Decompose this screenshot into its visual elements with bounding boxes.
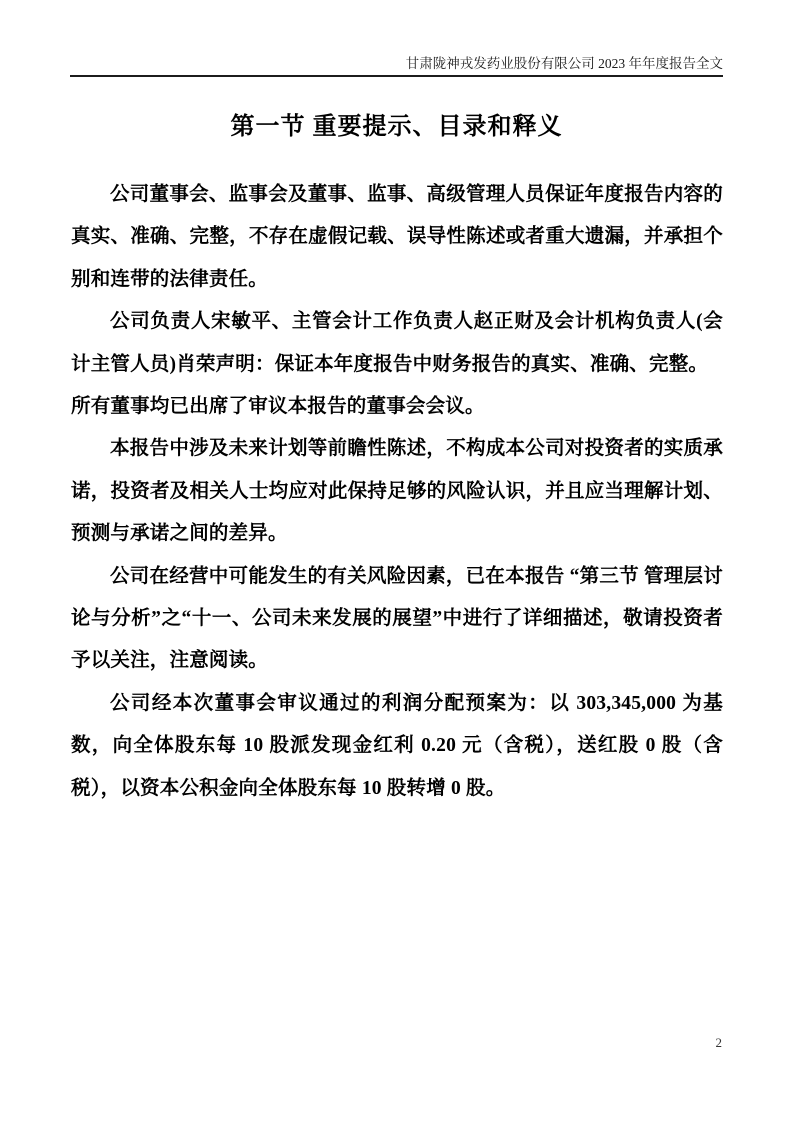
paragraph-board-assurance: 公司董事会、监事会及董事、监事、高级管理人员保证年度报告内容的真实、准确、完整，不存在虚假记载、误导性陈述或者重大遗漏，并承担个别和连带的法律责任。 [71, 184, 723, 290]
section-title: 第一节 重要提示、目录和释义 [230, 114, 563, 140]
paragraph-directors-attendance: 所有董事均已出席了审议本报告的董事会会议。 [71, 396, 485, 418]
body-text [71, 174, 723, 810]
paragraph-forward-looking: 本报告中涉及未来计划等前瞻性陈述，不构成本公司对投资者的实质承诺，投资者及相关人士均应对此保持足够的风险认识，并且应当理解计划、预测与承诺之间的差异。 [71, 438, 723, 545]
header-divider [70, 75, 723, 77]
paragraph-risk-factors: 公司在经营中可能发生的有关风险因素，已在本报告 “第三节 管理层讨论与分析”之“十一、公司未来发展的展望”中进行了详细描述，敬请投资者予以关注，注意阅读。 [71, 565, 723, 672]
report-header: 甘肃陇神戎发药业股份有限公司 2023 年年度报告全文 [405, 56, 723, 71]
page-number: 2 [715, 1035, 722, 1050]
paragraph-profit-distribution: 公司经本次董事会审议通过的利润分配预案为：以 303,345,000 为基数，向全体股东每 10 股派发现金红利 0.20 元（含税），送红股 0 股（含税），以资本公积金向全体股东每 10 股转增 0 股。 [71, 692, 723, 799]
paragraph-responsible-persons: 公司负责人宋敏平、主管会计工作负责人赵正财及会计机构负责人(会计主管人员)肖荣声明：保证本年度报告中财务报告的真实、准确、完整。 [71, 311, 723, 375]
